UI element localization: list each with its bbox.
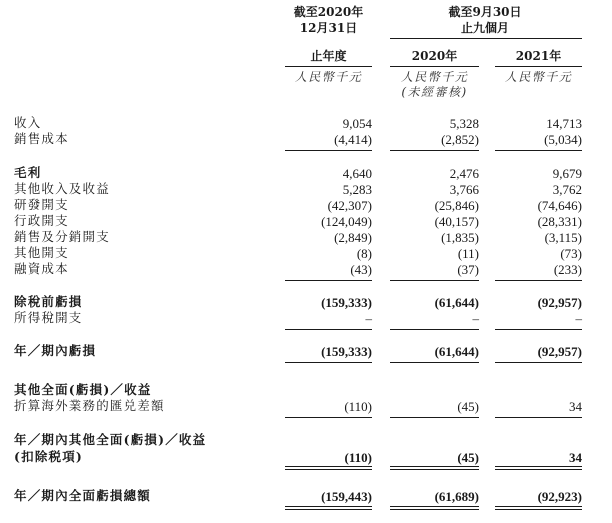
admin-expenses-2021-9m: (28,331) [537, 214, 582, 229]
loss-before-tax-2021-9m: (92,957) [537, 295, 582, 310]
total-comprehensive-loss-2020-year: (159,443) [321, 489, 372, 504]
row-label-gross-profit: 毛利 [14, 165, 42, 180]
rd-expenses-2021-9m: (74,646) [537, 198, 582, 213]
cost-of-sales-2020-year: (4,414) [334, 132, 372, 147]
total-rule [285, 362, 372, 363]
gross-profit-2020-year: 4,640 [342, 166, 372, 181]
total-rule [390, 466, 479, 467]
total-rule [495, 362, 582, 363]
cost-of-sales-2020-9m: (2,852) [441, 132, 479, 147]
revenue-2020-9m: 5,328 [449, 116, 479, 131]
total-double-rule [285, 469, 372, 470]
finance-costs-2020-9m: (37) [457, 262, 479, 277]
col1-header-line3: 止年度 [310, 49, 347, 63]
subtotal-rule [285, 150, 372, 151]
row-label-total-comprehensive-loss: 年／期內全面虧損總額 [14, 488, 152, 503]
row-label-oci-heading: 其他全面(虧損)／收益 [14, 382, 152, 397]
subtotal-rule [495, 417, 582, 418]
subtotal-rule [390, 329, 479, 330]
other-expenses-2020-9m: (11) [457, 246, 479, 261]
row-label-loss-for-period: 年／期內虧損 [14, 343, 97, 358]
income-tax-2020-9m: – [472, 311, 479, 326]
total-double-rule [285, 509, 372, 510]
subtotal-rule [285, 417, 372, 418]
subtotal-rule [285, 280, 372, 281]
total-rule [495, 506, 582, 507]
row-label-other-expenses: 其他開支 [14, 245, 69, 260]
gross-profit-2021-9m: 9,679 [552, 166, 582, 181]
oci-for-period-2020-year: (110) [344, 450, 372, 465]
group-header-line2: 止九個月 [460, 21, 509, 35]
other-expenses-2020-year: (8) [356, 246, 372, 261]
other-expenses-2021-9m: (73) [560, 246, 582, 261]
group-header-line1: 截至9月30日 [448, 5, 522, 19]
row-label-admin-expenses: 行政開支 [14, 213, 69, 228]
loss-before-tax-2020-9m: (61,644) [434, 295, 479, 310]
admin-expenses-2020-9m: (40,157) [434, 214, 479, 229]
gross-profit-2020-9m: 2,476 [449, 166, 479, 181]
total-rule [285, 466, 372, 467]
row-label-finance-costs: 融資成本 [14, 261, 69, 276]
col1-header-rule [285, 66, 372, 67]
cost-of-sales-2021-9m: (5,034) [544, 132, 582, 147]
other-income-2020-year: 5,283 [342, 182, 372, 197]
fx-translation-2020-9m: (45) [457, 399, 479, 414]
admin-expenses-2020-year: (124,049) [321, 214, 372, 229]
finance-costs-2020-year: (43) [350, 262, 372, 277]
subtotal-rule [390, 280, 479, 281]
fx-translation-2021-9m: 34 [569, 399, 582, 414]
col2-year-header: 2020年 [411, 49, 458, 63]
subtotal-rule [285, 329, 372, 330]
col2-unaudited: (未經審核) [401, 85, 468, 99]
row-label-net-of-tax: (扣除税項) [14, 449, 84, 464]
subtotal-rule [495, 329, 582, 330]
total-double-rule [495, 469, 582, 470]
other-income-2020-9m: 3,766 [449, 182, 479, 197]
col1-header-line1: 截至2020年 [293, 5, 364, 19]
revenue-2021-9m: 14,713 [546, 116, 582, 131]
row-label-income-tax: 所得稅開支 [14, 310, 83, 325]
total-rule [285, 506, 372, 507]
total-double-rule [390, 469, 479, 470]
loss-for-period-2020-9m: (61,644) [434, 344, 479, 359]
col2-year-rule [390, 66, 479, 67]
loss-for-period-2020-year: (159,333) [321, 344, 372, 359]
total-double-rule [390, 509, 479, 510]
row-label-selling-expenses: 銷售及分銷開支 [14, 229, 110, 244]
subtotal-rule [495, 150, 582, 151]
group-header-rule [390, 38, 582, 39]
row-label-fx-translation: 折算海外業務的匯兑差額 [14, 398, 165, 413]
subtotal-rule [390, 150, 479, 151]
row-label-loss-before-tax: 除稅前虧損 [14, 294, 83, 309]
total-comprehensive-loss-2020-9m: (61,689) [434, 489, 479, 504]
oci-for-period-2020-9m: (45) [457, 450, 479, 465]
total-comprehensive-loss-2021-9m: (92,923) [537, 489, 582, 504]
income-tax-2021-9m: – [575, 311, 582, 326]
fx-translation-2020-year: (110) [344, 399, 372, 414]
row-label-revenue: 收入 [14, 115, 42, 130]
col1-unit: 人民幣千元 [294, 70, 363, 84]
loss-before-tax-2020-year: (159,333) [321, 295, 372, 310]
rd-expenses-2020-9m: (25,846) [434, 198, 479, 213]
row-label-rd-expenses: 研發開支 [14, 197, 69, 212]
loss-for-period-2021-9m: (92,957) [537, 344, 582, 359]
subtotal-rule [390, 417, 479, 418]
total-double-rule [495, 509, 582, 510]
selling-expenses-2020-9m: (1,835) [441, 230, 479, 245]
total-rule [390, 362, 479, 363]
col2-unit: 人民幣千元 [400, 70, 469, 84]
col3-unit: 人民幣千元 [504, 70, 573, 84]
col1-header-line2: 12月31日 [299, 21, 358, 35]
col3-year-header: 2021年 [515, 49, 562, 63]
row-label-oci-for-period: 年／期內其他全面(虧損)／收益 [14, 432, 207, 447]
col3-year-rule [495, 66, 582, 67]
selling-expenses-2021-9m: (3,115) [544, 230, 582, 245]
revenue-2020-year: 9,054 [342, 116, 372, 131]
row-label-cost-of-sales: 銷售成本 [14, 131, 69, 146]
oci-for-period-2021-9m: 34 [569, 450, 582, 465]
income-tax-2020-year: – [365, 311, 372, 326]
rd-expenses-2020-year: (42,307) [327, 198, 372, 213]
row-label-other-income: 其他收入及收益 [14, 181, 110, 196]
other-income-2021-9m: 3,762 [552, 182, 582, 197]
total-rule [495, 466, 582, 467]
total-rule [390, 506, 479, 507]
subtotal-rule [495, 280, 582, 281]
selling-expenses-2020-year: (2,849) [334, 230, 372, 245]
finance-costs-2021-9m: (233) [553, 262, 582, 277]
